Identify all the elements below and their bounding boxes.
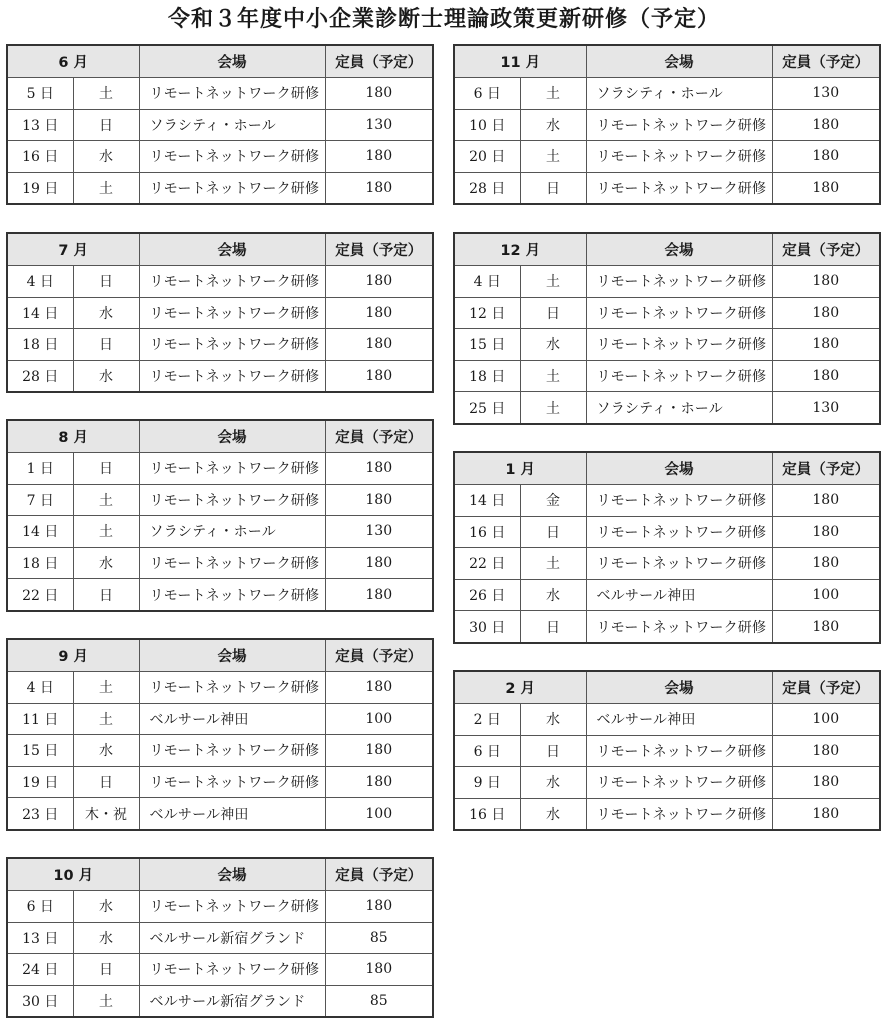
table-row [7,922,433,954]
venue-cell: リモートネットワーク研修 [139,78,325,110]
venue-cell: リモートネットワーク研修 [139,579,325,611]
capacity-cell: 180 [325,297,433,329]
date-cell: 16 日 [7,141,73,173]
venue-header: 会場 [586,671,772,704]
venue-cell: リモートネットワーク研修 [586,611,772,643]
weekday-cell: 水 [73,922,139,954]
date-cell: 12 日 [454,297,520,329]
capacity-cell: 180 [325,329,433,361]
capacity-header: 定員（予定） [325,858,433,891]
capacity-cell: 180 [325,735,433,767]
table-row [454,109,880,141]
table-row [454,266,880,298]
table-row [7,172,433,204]
month-header: 11 月 [454,45,586,78]
weekday-cell: 水 [73,547,139,579]
weekday-cell: 水 [73,297,139,329]
weekday-cell: 水 [73,735,139,767]
venue-cell: リモートネットワーク研修 [139,266,325,298]
weekday-cell: 日 [520,611,586,643]
date-cell: 23 日 [7,798,73,830]
venue-cell: リモートネットワーク研修 [139,547,325,579]
capacity-cell: 180 [325,766,433,798]
weekday-cell: 水 [520,329,586,361]
table-row [454,360,880,392]
table-header-row [7,45,433,78]
table-row [454,611,880,643]
weekday-cell: 日 [520,735,586,767]
venue-cell: リモートネットワーク研修 [586,109,772,141]
month-table [453,670,881,831]
date-cell: 20 日 [454,141,520,173]
month-header: 2 月 [454,671,586,704]
table-row [454,297,880,329]
weekday-cell: 水 [520,798,586,830]
date-cell: 25 日 [454,392,520,424]
venue-cell: リモートネットワーク研修 [139,453,325,485]
table-row [7,453,433,485]
capacity-cell: 180 [772,516,880,548]
date-cell: 4 日 [454,266,520,298]
capacity-cell: 100 [772,579,880,611]
month-table [453,44,881,205]
venue-cell: リモートネットワーク研修 [586,329,772,361]
venue-cell: リモートネットワーク研修 [586,485,772,517]
capacity-header: 定員（予定） [325,639,433,672]
weekday-cell: 木・祝 [73,798,139,830]
capacity-cell: 180 [325,453,433,485]
date-cell: 15 日 [7,735,73,767]
capacity-cell: 100 [325,798,433,830]
weekday-cell: 水 [520,704,586,736]
table-header-row [454,452,880,485]
table-row [7,798,433,830]
weekday-cell: 水 [73,360,139,392]
venue-header: 会場 [139,45,325,78]
table-row [7,141,433,173]
page-title: 令和３年度中小企業診断士理論政策更新研修（予定） [167,7,720,32]
capacity-cell: 180 [772,141,880,173]
date-cell: 7 日 [7,484,73,516]
date-cell: 15 日 [454,329,520,361]
weekday-cell: 土 [73,484,139,516]
venue-header: 会場 [139,639,325,672]
capacity-cell: 180 [325,891,433,923]
date-cell: 6 日 [7,891,73,923]
table-header-row [7,233,433,266]
date-cell: 28 日 [7,360,73,392]
venue-cell: リモートネットワーク研修 [586,360,772,392]
venue-cell: ベルサール新宿グランド [139,922,325,954]
capacity-cell: 130 [325,109,433,141]
table-row [7,297,433,329]
date-cell: 10 日 [454,109,520,141]
venue-cell: リモートネットワーク研修 [139,954,325,986]
table-row [454,704,880,736]
weekday-cell: 日 [73,579,139,611]
venue-cell: ベルサール神田 [586,579,772,611]
table-row [7,891,433,923]
date-cell: 22 日 [7,579,73,611]
capacity-cell: 100 [325,703,433,735]
table-row [454,392,880,424]
capacity-header: 定員（予定） [772,671,880,704]
venue-cell: ベルサール新宿グランド [139,985,325,1017]
venue-cell: リモートネットワーク研修 [139,672,325,704]
venue-cell: リモートネットワーク研修 [586,735,772,767]
weekday-cell: 金 [520,485,586,517]
weekday-cell: 水 [73,891,139,923]
weekday-cell: 土 [73,172,139,204]
venue-cell: リモートネットワーク研修 [139,141,325,173]
weekday-cell: 土 [73,672,139,704]
capacity-cell: 180 [325,141,433,173]
table-row [454,579,880,611]
venue-header: 会場 [139,233,325,266]
weekday-cell: 土 [520,266,586,298]
weekday-cell: 日 [520,172,586,204]
capacity-cell: 180 [325,266,433,298]
date-cell: 14 日 [7,516,73,548]
venue-cell: リモートネットワーク研修 [139,766,325,798]
capacity-header: 定員（予定） [325,45,433,78]
capacity-cell: 180 [772,172,880,204]
venue-cell: リモートネットワーク研修 [586,141,772,173]
table-header-row [454,671,880,704]
weekday-cell: 土 [73,78,139,110]
table-row [7,329,433,361]
weekday-cell: 土 [520,360,586,392]
table-row [7,579,433,611]
venue-cell: リモートネットワーク研修 [586,798,772,830]
capacity-cell: 180 [772,548,880,580]
weekday-cell: 土 [73,985,139,1017]
table-row [7,547,433,579]
month-table [453,232,881,425]
venue-cell: リモートネットワーク研修 [586,516,772,548]
table-row [7,266,433,298]
capacity-cell: 180 [772,767,880,799]
capacity-cell: 85 [325,985,433,1017]
capacity-header: 定員（予定） [325,233,433,266]
month-table [453,451,881,644]
weekday-cell: 日 [73,766,139,798]
table-row [454,798,880,830]
date-cell: 18 日 [7,547,73,579]
date-cell: 1 日 [7,453,73,485]
date-cell: 19 日 [7,172,73,204]
date-cell: 30 日 [7,985,73,1017]
table-row [7,735,433,767]
date-cell: 16 日 [454,798,520,830]
table-row [454,78,880,110]
date-cell: 18 日 [7,329,73,361]
table-row [7,954,433,986]
table-row [454,485,880,517]
venue-header: 会場 [586,233,772,266]
capacity-cell: 180 [772,485,880,517]
date-cell: 11 日 [7,703,73,735]
venue-cell: ベルサール神田 [139,703,325,735]
table-header-row [454,45,880,78]
date-cell: 13 日 [7,922,73,954]
date-cell: 13 日 [7,109,73,141]
venue-cell: リモートネットワーク研修 [139,172,325,204]
weekday-cell: 土 [73,703,139,735]
weekday-cell: 日 [520,516,586,548]
month-header: 10 月 [7,858,139,891]
weekday-cell: 日 [73,329,139,361]
weekday-cell: 水 [520,767,586,799]
table-row [7,985,433,1017]
month-header: 7 月 [7,233,139,266]
date-cell: 18 日 [454,360,520,392]
month-table [6,419,434,612]
capacity-cell: 130 [772,392,880,424]
table-row [7,516,433,548]
weekday-cell: 水 [73,141,139,173]
date-cell: 26 日 [454,579,520,611]
table-row [7,109,433,141]
month-header: 1 月 [454,452,586,485]
capacity-cell: 180 [325,547,433,579]
venue-header: 会場 [586,45,772,78]
date-cell: 28 日 [454,172,520,204]
capacity-cell: 180 [325,78,433,110]
table-row [7,703,433,735]
capacity-cell: 85 [325,922,433,954]
venue-cell: リモートネットワーク研修 [139,891,325,923]
table-row [454,735,880,767]
capacity-cell: 180 [772,109,880,141]
capacity-cell: 180 [772,297,880,329]
capacity-cell: 180 [325,579,433,611]
date-cell: 22 日 [454,548,520,580]
table-header-row [7,420,433,453]
capacity-cell: 100 [772,704,880,736]
venue-cell: ベルサール神田 [139,798,325,830]
month-header: 12 月 [454,233,586,266]
table-row [454,548,880,580]
weekday-cell: 日 [520,297,586,329]
capacity-cell: 180 [772,735,880,767]
table-row [7,484,433,516]
table-header-row [454,233,880,266]
month-header: 9 月 [7,639,139,672]
weekday-cell: 日 [73,109,139,141]
capacity-cell: 180 [325,172,433,204]
date-cell: 2 日 [454,704,520,736]
venue-cell: リモートネットワーク研修 [139,329,325,361]
date-cell: 24 日 [7,954,73,986]
venue-cell: リモートネットワーク研修 [139,484,325,516]
table-row [454,141,880,173]
weekday-cell: 日 [73,954,139,986]
venue-cell: リモートネットワーク研修 [586,172,772,204]
date-cell: 14 日 [454,485,520,517]
month-header: 8 月 [7,420,139,453]
table-row [7,78,433,110]
capacity-header: 定員（予定） [772,452,880,485]
table-row [454,329,880,361]
weekday-cell: 日 [73,266,139,298]
capacity-cell: 180 [772,360,880,392]
venue-cell: リモートネットワーク研修 [586,266,772,298]
table-header-row [7,858,433,891]
date-cell: 4 日 [7,672,73,704]
capacity-header: 定員（予定） [772,233,880,266]
month-table [6,44,434,205]
date-cell: 9 日 [454,767,520,799]
venue-cell: リモートネットワーク研修 [586,297,772,329]
capacity-cell: 130 [772,78,880,110]
venue-cell: リモートネットワーク研修 [139,360,325,392]
capacity-cell: 180 [772,798,880,830]
date-cell: 5 日 [7,78,73,110]
table-row [454,767,880,799]
venue-header: 会場 [586,452,772,485]
capacity-header: 定員（予定） [325,420,433,453]
date-cell: 4 日 [7,266,73,298]
venue-cell: リモートネットワーク研修 [139,297,325,329]
weekday-cell: 土 [520,548,586,580]
date-cell: 16 日 [454,516,520,548]
venue-cell: ソラシティ・ホール [139,516,325,548]
month-header: 6 月 [7,45,139,78]
venue-cell: ソラシティ・ホール [586,392,772,424]
capacity-cell: 180 [325,954,433,986]
capacity-cell: 180 [772,329,880,361]
weekday-cell: 土 [520,78,586,110]
table-header-row [7,639,433,672]
weekday-cell: 土 [73,516,139,548]
date-cell: 30 日 [454,611,520,643]
weekday-cell: 土 [520,141,586,173]
capacity-cell: 180 [325,672,433,704]
month-table [6,232,434,393]
capacity-cell: 180 [325,360,433,392]
weekday-cell: 水 [520,579,586,611]
capacity-cell: 180 [325,484,433,516]
date-cell: 19 日 [7,766,73,798]
venue-cell: ソラシティ・ホール [139,109,325,141]
table-row [454,172,880,204]
venue-cell: リモートネットワーク研修 [586,548,772,580]
table-row [7,360,433,392]
venue-cell: リモートネットワーク研修 [139,735,325,767]
capacity-cell: 180 [772,611,880,643]
table-row [7,672,433,704]
month-table [6,857,434,1018]
table-row [454,516,880,548]
table-row [7,766,433,798]
venue-header: 会場 [139,420,325,453]
date-cell: 6 日 [454,735,520,767]
capacity-header: 定員（予定） [772,45,880,78]
date-cell: 14 日 [7,297,73,329]
venue-cell: ソラシティ・ホール [586,78,772,110]
capacity-cell: 180 [772,266,880,298]
venue-cell: ベルサール神田 [586,704,772,736]
month-table [6,638,434,831]
capacity-cell: 130 [325,516,433,548]
venue-header: 会場 [139,858,325,891]
weekday-cell: 水 [520,109,586,141]
date-cell: 6 日 [454,78,520,110]
venue-cell: リモートネットワーク研修 [586,767,772,799]
weekday-cell: 土 [520,392,586,424]
weekday-cell: 日 [73,453,139,485]
